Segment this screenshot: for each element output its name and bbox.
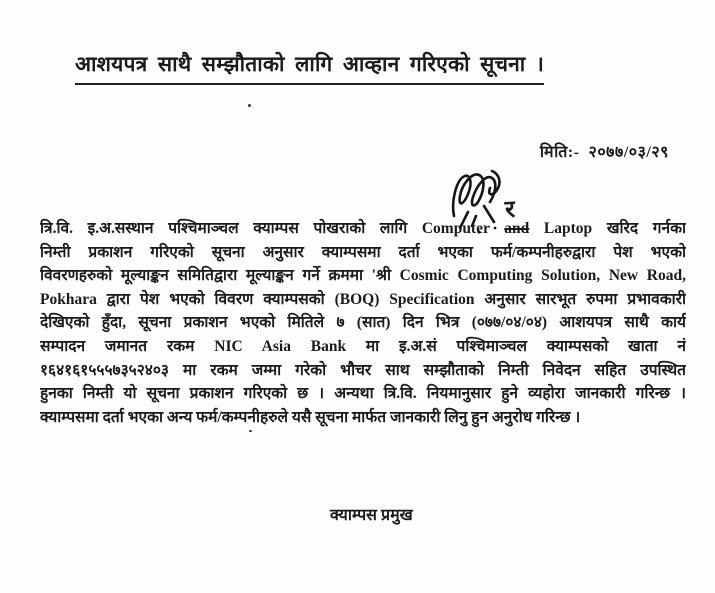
body-line xyxy=(40,217,686,241)
body-line: देखिएको हुँदा, सूचना प्रकाशन भएको मितिले ७ (सात) दिन भित्र (०७७/०४/०४) आशयपत्र साथै कार्य xyxy=(40,314,686,332)
body-line: विवरणहरुको मूल्याङ्कन समितिद्वारा मूल्याङ्कन गर्ने क्रममा 'श्री Cosmic Computing Solution, New Road, xyxy=(40,267,686,285)
line1-before: त्रि.वि. इ.अ.सस्थान पश्चिमाञ्चल क्याम्पस पोखराको लागि Computer xyxy=(40,220,505,237)
signature-scribble xyxy=(453,175,495,216)
notice-body xyxy=(40,217,686,429)
struck-word: and xyxy=(504,220,530,237)
scan-speckle xyxy=(248,104,251,107)
body-line: सम्पादन जमानत रकम NIC Asia Bank मा इ.अ.सं पश्चिमाञ्चल क्याम्पसको खाता नं xyxy=(40,337,686,355)
body-line: क्याम्पसमा दर्ता भएका अन्य फर्म/कम्पनीहरुले यसै सूचना मार्फत जानकारी लिनु हुन अनुरोध गरिन्छ । xyxy=(40,408,581,426)
line1-after: Laptop खरिद गर्नका xyxy=(529,220,686,237)
scan-speckle xyxy=(249,430,252,432)
body-line: निम्ती प्रकाशन गरिएको सूचना अनुसार क्याम्पसमा दर्ता भएका फर्म/कम्पनीहरुद्वारा पेश भएको xyxy=(40,243,686,261)
body-line: Pokhara द्वारा पेश भएको विवरण क्याम्पसको (BOQ) Specification अनुसार सारभूत रुपमा प्रभावकारी xyxy=(40,290,686,308)
body-line: १६४१६१५५५७३५२४०३ मा रकम जम्मा गरेको भौचर साथ सम्झौताको निम्ती निवेदन सहित उपस्थित xyxy=(40,361,686,379)
campus-chief-signoff: क्याम्पस प्रमुख xyxy=(330,507,413,524)
notice-title: आशयपत्र साथै सम्झौताको लागि आव्हान गरिएको सूचना । xyxy=(75,50,544,85)
notice-date: मिति:- २०७७/०३/२९ xyxy=(539,144,669,161)
handwritten-correction-char: र xyxy=(504,196,516,224)
body-line: हुनका निम्ती यो सूचना प्रकाशन गरिएको छ । अन्यथा त्रि.वि. नियमानुसार हुने व्यहोरा जानकारी गरिन्छ । xyxy=(40,385,686,403)
